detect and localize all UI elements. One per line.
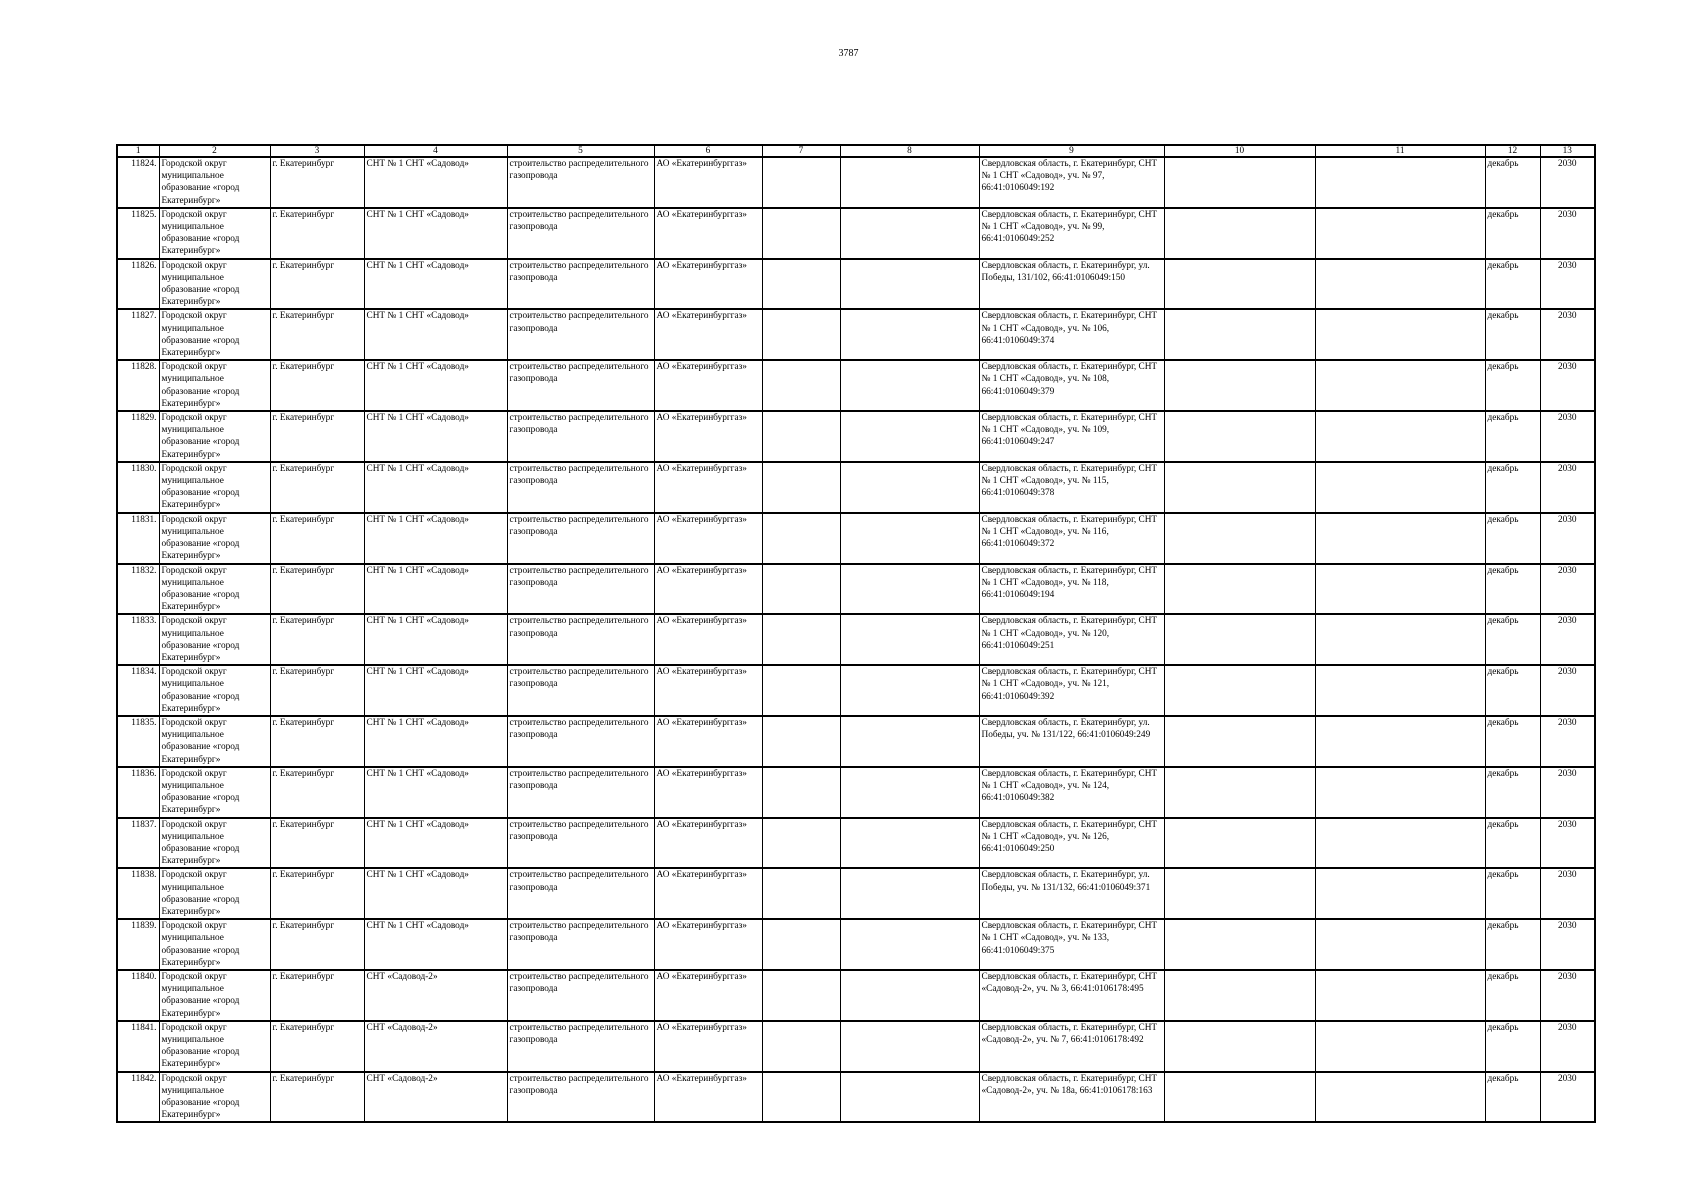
month-cell: декабрь: [1485, 1072, 1540, 1123]
column-7-cell: [762, 868, 840, 919]
column-8-cell: [840, 665, 979, 716]
table-row: [117, 309, 1595, 360]
row-number: 11833.: [117, 614, 159, 665]
year-cell: 2030: [1540, 360, 1595, 411]
object-cell: СНТ № 1 СНТ «Садовод»: [364, 462, 507, 513]
column-10-cell: [1164, 208, 1315, 259]
header-row: [117, 145, 1595, 157]
column-11-cell: [1315, 309, 1485, 360]
column-header-5: 5: [507, 145, 654, 157]
settlement-cell: г. Екатеринбург: [270, 360, 364, 411]
table-row: [117, 208, 1595, 259]
activity-cell: строительство распределительного газопровода: [507, 970, 654, 1021]
column-7-cell: [762, 767, 840, 818]
address-cell: Свердловская область, г. Екатеринбург, СНТ № 1 СНТ «Садовод», уч. № 106, 66:41:0106049:374: [979, 309, 1164, 360]
column-header-11: 11: [1315, 145, 1485, 157]
activity-cell: строительство распределительного газопровода: [507, 564, 654, 615]
municipality-cell: Городской округ муниципальное образование «город Екатеринбург»: [159, 970, 270, 1021]
column-8-cell: [840, 564, 979, 615]
settlement-cell: г. Екатеринбург: [270, 716, 364, 767]
column-header-3: 3: [270, 145, 364, 157]
column-11-cell: [1315, 970, 1485, 1021]
table-body: [117, 157, 1595, 1122]
object-cell: СНТ № 1 СНТ «Садовод»: [364, 767, 507, 818]
column-8-cell: [840, 360, 979, 411]
object-cell: СНТ № 1 СНТ «Садовод»: [364, 919, 507, 970]
table-row: [117, 919, 1595, 970]
column-7-cell: [762, 360, 840, 411]
column-header-12: 12: [1485, 145, 1540, 157]
year-cell: 2030: [1540, 767, 1595, 818]
column-10-cell: [1164, 818, 1315, 869]
object-cell: СНТ № 1 СНТ «Садовод»: [364, 513, 507, 564]
settlement-cell: г. Екатеринбург: [270, 868, 364, 919]
municipality-cell: Городской округ муниципальное образование «город Екатеринбург»: [159, 208, 270, 259]
year-cell: 2030: [1540, 970, 1595, 1021]
activity-cell: строительство распределительного газопровода: [507, 716, 654, 767]
column-8-cell: [840, 767, 979, 818]
organization-cell: АО «Екатеринбурггаз»: [654, 665, 762, 716]
table-row: [117, 462, 1595, 513]
object-cell: СНТ «Садовод-2»: [364, 1072, 507, 1123]
activity-cell: строительство распределительного газопровода: [507, 513, 654, 564]
organization-cell: АО «Екатеринбурггаз»: [654, 564, 762, 615]
column-header-2: 2: [159, 145, 270, 157]
row-number: 11825.: [117, 208, 159, 259]
address-cell: Свердловская область, г. Екатеринбург, СНТ № 1 СНТ «Садовод», уч. № 118, 66:41:0106049:194: [979, 564, 1164, 615]
column-10-cell: [1164, 462, 1315, 513]
year-cell: 2030: [1540, 919, 1595, 970]
activity-cell: строительство распределительного газопровода: [507, 157, 654, 208]
object-cell: СНТ № 1 СНТ «Садовод»: [364, 259, 507, 310]
column-8-cell: [840, 614, 979, 665]
object-cell: СНТ № 1 СНТ «Садовод»: [364, 208, 507, 259]
row-number: 11826.: [117, 259, 159, 310]
column-7-cell: [762, 208, 840, 259]
year-cell: 2030: [1540, 1021, 1595, 1072]
column-8-cell: [840, 1072, 979, 1123]
row-number: 11836.: [117, 767, 159, 818]
settlement-cell: г. Екатеринбург: [270, 208, 364, 259]
address-cell: Свердловская область, г. Екатеринбург, СНТ «Садовод-2», уч. № 3, 66:41:0106178:495: [979, 970, 1164, 1021]
column-7-cell: [762, 564, 840, 615]
organization-cell: АО «Екатеринбурггаз»: [654, 970, 762, 1021]
activity-cell: строительство распределительного газопровода: [507, 1072, 654, 1123]
organization-cell: АО «Екатеринбурггаз»: [654, 513, 762, 564]
organization-cell: АО «Екатеринбурггаз»: [654, 411, 762, 462]
column-7-cell: [762, 1021, 840, 1072]
column-7-cell: [762, 614, 840, 665]
row-number: 11827.: [117, 309, 159, 360]
column-8-cell: [840, 1021, 979, 1072]
object-cell: СНТ № 1 СНТ «Садовод»: [364, 157, 507, 208]
organization-cell: АО «Екатеринбурггаз»: [654, 818, 762, 869]
month-cell: декабрь: [1485, 716, 1540, 767]
column-11-cell: [1315, 1021, 1485, 1072]
column-header-4: 4: [364, 145, 507, 157]
municipality-cell: Городской округ муниципальное образование «город Екатеринбург»: [159, 360, 270, 411]
settlement-cell: г. Екатеринбург: [270, 259, 364, 310]
month-cell: декабрь: [1485, 309, 1540, 360]
column-11-cell: [1315, 462, 1485, 513]
year-cell: 2030: [1540, 614, 1595, 665]
address-cell: Свердловская область, г. Екатеринбург, ул. Победы, уч. № 131/122, 66:41:0106049:249: [979, 716, 1164, 767]
object-cell: СНТ № 1 СНТ «Садовод»: [364, 868, 507, 919]
row-number: 11838.: [117, 868, 159, 919]
address-cell: Свердловская область, г. Екатеринбург, ул. Победы, 131/102, 66:41:0106049:150: [979, 259, 1164, 310]
municipality-cell: Городской округ муниципальное образование «город Екатеринбург»: [159, 614, 270, 665]
table-row: [117, 1072, 1595, 1123]
table-row: [117, 411, 1595, 462]
year-cell: 2030: [1540, 868, 1595, 919]
month-cell: декабрь: [1485, 665, 1540, 716]
organization-cell: АО «Екатеринбурггаз»: [654, 614, 762, 665]
month-cell: декабрь: [1485, 919, 1540, 970]
month-cell: декабрь: [1485, 360, 1540, 411]
column-10-cell: [1164, 665, 1315, 716]
column-header-6: 6: [654, 145, 762, 157]
settlement-cell: г. Екатеринбург: [270, 614, 364, 665]
object-cell: СНТ № 1 СНТ «Садовод»: [364, 665, 507, 716]
municipality-cell: Городской округ муниципальное образование «город Екатеринбург»: [159, 259, 270, 310]
column-7-cell: [762, 309, 840, 360]
organization-cell: АО «Екатеринбурггаз»: [654, 919, 762, 970]
month-cell: декабрь: [1485, 259, 1540, 310]
table-row: [117, 157, 1595, 208]
row-number: 11841.: [117, 1021, 159, 1072]
column-11-cell: [1315, 360, 1485, 411]
column-8-cell: [840, 309, 979, 360]
municipality-cell: Городской округ муниципальное образование «город Екатеринбург»: [159, 564, 270, 615]
column-11-cell: [1315, 767, 1485, 818]
month-cell: декабрь: [1485, 818, 1540, 869]
column-11-cell: [1315, 818, 1485, 869]
municipality-cell: Городской округ муниципальное образование «город Екатеринбург»: [159, 1021, 270, 1072]
column-8-cell: [840, 462, 979, 513]
settlement-cell: г. Екатеринбург: [270, 919, 364, 970]
column-10-cell: [1164, 157, 1315, 208]
column-header-8: 8: [840, 145, 979, 157]
municipality-cell: Городской округ муниципальное образование «город Екатеринбург»: [159, 411, 270, 462]
row-number: 11832.: [117, 564, 159, 615]
column-11-cell: [1315, 716, 1485, 767]
organization-cell: АО «Екатеринбурггаз»: [654, 767, 762, 818]
year-cell: 2030: [1540, 564, 1595, 615]
organization-cell: АО «Екатеринбурггаз»: [654, 309, 762, 360]
column-10-cell: [1164, 614, 1315, 665]
organization-cell: АО «Екатеринбурггаз»: [654, 716, 762, 767]
row-number: 11834.: [117, 665, 159, 716]
column-11-cell: [1315, 614, 1485, 665]
month-cell: декабрь: [1485, 564, 1540, 615]
month-cell: декабрь: [1485, 868, 1540, 919]
column-10-cell: [1164, 513, 1315, 564]
municipality-cell: Городской округ муниципальное образование «город Екатеринбург»: [159, 868, 270, 919]
activity-cell: строительство распределительного газопровода: [507, 462, 654, 513]
table-row: [117, 259, 1595, 310]
column-11-cell: [1315, 157, 1485, 208]
year-cell: 2030: [1540, 1072, 1595, 1123]
column-10-cell: [1164, 411, 1315, 462]
column-header-7: 7: [762, 145, 840, 157]
address-cell: Свердловская область, г. Екатеринбург, ул. Победы, уч. № 131/132, 66:41:0106049:371: [979, 868, 1164, 919]
column-7-cell: [762, 157, 840, 208]
column-8-cell: [840, 411, 979, 462]
column-10-cell: [1164, 1072, 1315, 1123]
settlement-cell: г. Екатеринбург: [270, 970, 364, 1021]
object-cell: СНТ № 1 СНТ «Садовод»: [364, 564, 507, 615]
address-cell: Свердловская область, г. Екатеринбург, СНТ «Садовод-2», уч. № 18а, 66:41:0106178:163: [979, 1072, 1164, 1123]
month-cell: декабрь: [1485, 970, 1540, 1021]
column-header-1: 1: [117, 145, 159, 157]
activity-cell: строительство распределительного газопровода: [507, 309, 654, 360]
settlement-cell: г. Екатеринбург: [270, 157, 364, 208]
column-10-cell: [1164, 360, 1315, 411]
column-10-cell: [1164, 1021, 1315, 1072]
municipality-cell: Городской округ муниципальное образование «город Екатеринбург»: [159, 513, 270, 564]
page-number: 3787: [838, 48, 859, 59]
column-11-cell: [1315, 208, 1485, 259]
column-7-cell: [762, 462, 840, 513]
object-cell: СНТ № 1 СНТ «Садовод»: [364, 614, 507, 665]
year-cell: 2030: [1540, 309, 1595, 360]
column-8-cell: [840, 818, 979, 869]
address-cell: Свердловская область, г. Екатеринбург, СНТ «Садовод-2», уч. № 7, 66:41:0106178:492: [979, 1021, 1164, 1072]
row-number: 11842.: [117, 1072, 159, 1123]
year-cell: 2030: [1540, 513, 1595, 564]
column-11-cell: [1315, 665, 1485, 716]
address-cell: Свердловская область, г. Екатеринбург, СНТ № 1 СНТ «Садовод», уч. № 116, 66:41:0106049:372: [979, 513, 1164, 564]
activity-cell: строительство распределительного газопровода: [507, 919, 654, 970]
column-10-cell: [1164, 868, 1315, 919]
address-cell: Свердловская область, г. Екатеринбург, СНТ № 1 СНТ «Садовод», уч. № 120, 66:41:0106049:251: [979, 614, 1164, 665]
address-cell: Свердловская область, г. Екатеринбург, СНТ № 1 СНТ «Садовод», уч. № 97, 66:41:0106049:192: [979, 157, 1164, 208]
table-row: [117, 818, 1595, 869]
address-cell: Свердловская область, г. Екатеринбург, СНТ № 1 СНТ «Садовод», уч. № 133, 66:41:0106049:375: [979, 919, 1164, 970]
settlement-cell: г. Екатеринбург: [270, 462, 364, 513]
municipality-cell: Городской округ муниципальное образование «город Екатеринбург»: [159, 767, 270, 818]
column-header-9: 9: [979, 145, 1164, 157]
object-cell: СНТ № 1 СНТ «Садовод»: [364, 818, 507, 869]
column-8-cell: [840, 157, 979, 208]
column-7-cell: [762, 665, 840, 716]
address-cell: Свердловская область, г. Екатеринбург, СНТ № 1 СНТ «Садовод», уч. № 109, 66:41:0106049:247: [979, 411, 1164, 462]
registry-table: [116, 144, 1596, 1123]
month-cell: декабрь: [1485, 462, 1540, 513]
activity-cell: строительство распределительного газопровода: [507, 818, 654, 869]
row-number: 11828.: [117, 360, 159, 411]
row-number: 11824.: [117, 157, 159, 208]
column-10-cell: [1164, 767, 1315, 818]
organization-cell: АО «Екатеринбурггаз»: [654, 208, 762, 259]
column-8-cell: [840, 208, 979, 259]
settlement-cell: г. Екатеринбург: [270, 564, 364, 615]
year-cell: 2030: [1540, 157, 1595, 208]
year-cell: 2030: [1540, 259, 1595, 310]
month-cell: декабрь: [1485, 767, 1540, 818]
object-cell: СНТ № 1 СНТ «Садовод»: [364, 360, 507, 411]
municipality-cell: Городской округ муниципальное образование «город Екатеринбург»: [159, 818, 270, 869]
table-row: [117, 716, 1595, 767]
column-11-cell: [1315, 868, 1485, 919]
activity-cell: строительство распределительного газопровода: [507, 360, 654, 411]
column-7-cell: [762, 716, 840, 767]
table-row: [117, 614, 1595, 665]
settlement-cell: г. Екатеринбург: [270, 1021, 364, 1072]
month-cell: декабрь: [1485, 208, 1540, 259]
activity-cell: строительство распределительного газопровода: [507, 411, 654, 462]
column-7-cell: [762, 970, 840, 1021]
column-10-cell: [1164, 919, 1315, 970]
activity-cell: строительство распределительного газопровода: [507, 1021, 654, 1072]
table-row: [117, 868, 1595, 919]
address-cell: Свердловская область, г. Екатеринбург, СНТ № 1 СНТ «Садовод», уч. № 126, 66:41:0106049:250: [979, 818, 1164, 869]
column-7-cell: [762, 513, 840, 564]
column-7-cell: [762, 259, 840, 310]
column-8-cell: [840, 259, 979, 310]
object-cell: СНТ «Садовод-2»: [364, 1021, 507, 1072]
table-row: [117, 1021, 1595, 1072]
municipality-cell: Городской округ муниципальное образование «город Екатеринбург»: [159, 716, 270, 767]
column-8-cell: [840, 716, 979, 767]
column-10-cell: [1164, 564, 1315, 615]
year-cell: 2030: [1540, 818, 1595, 869]
municipality-cell: Городской округ муниципальное образование «город Екатеринбург»: [159, 462, 270, 513]
column-10-cell: [1164, 309, 1315, 360]
address-cell: Свердловская область, г. Екатеринбург, СНТ № 1 СНТ «Садовод», уч. № 124, 66:41:0106049:382: [979, 767, 1164, 818]
column-7-cell: [762, 1072, 840, 1123]
address-cell: Свердловская область, г. Екатеринбург, СНТ № 1 СНТ «Садовод», уч. № 99, 66:41:0106049:252: [979, 208, 1164, 259]
column-header-10: 10: [1164, 145, 1315, 157]
activity-cell: строительство распределительного газопровода: [507, 259, 654, 310]
activity-cell: строительство распределительного газопровода: [507, 208, 654, 259]
organization-cell: АО «Екатеринбурггаз»: [654, 157, 762, 208]
column-11-cell: [1315, 564, 1485, 615]
municipality-cell: Городской округ муниципальное образование «город Екатеринбург»: [159, 309, 270, 360]
address-cell: Свердловская область, г. Екатеринбург, СНТ № 1 СНТ «Садовод», уч. № 108, 66:41:0106049:379: [979, 360, 1164, 411]
column-11-cell: [1315, 919, 1485, 970]
organization-cell: АО «Екатеринбурггаз»: [654, 868, 762, 919]
column-11-cell: [1315, 1072, 1485, 1123]
column-7-cell: [762, 919, 840, 970]
year-cell: 2030: [1540, 665, 1595, 716]
activity-cell: строительство распределительного газопровода: [507, 767, 654, 818]
settlement-cell: г. Екатеринбург: [270, 309, 364, 360]
organization-cell: АО «Екатеринбурггаз»: [654, 360, 762, 411]
settlement-cell: г. Екатеринбург: [270, 1072, 364, 1123]
row-number: 11830.: [117, 462, 159, 513]
address-cell: Свердловская область, г. Екатеринбург, СНТ № 1 СНТ «Садовод», уч. № 121, 66:41:0106049:392: [979, 665, 1164, 716]
object-cell: СНТ № 1 СНТ «Садовод»: [364, 411, 507, 462]
column-8-cell: [840, 919, 979, 970]
column-11-cell: [1315, 411, 1485, 462]
table-row: [117, 360, 1595, 411]
table-row: [117, 970, 1595, 1021]
column-11-cell: [1315, 513, 1485, 564]
activity-cell: строительство распределительного газопровода: [507, 614, 654, 665]
organization-cell: АО «Екатеринбурггаз»: [654, 259, 762, 310]
column-10-cell: [1164, 259, 1315, 310]
row-number: 11831.: [117, 513, 159, 564]
row-number: 11839.: [117, 919, 159, 970]
column-10-cell: [1164, 716, 1315, 767]
year-cell: 2030: [1540, 208, 1595, 259]
settlement-cell: г. Екатеринбург: [270, 411, 364, 462]
column-7-cell: [762, 411, 840, 462]
column-header-13: 13: [1540, 145, 1595, 157]
organization-cell: АО «Екатеринбурггаз»: [654, 1072, 762, 1123]
object-cell: СНТ № 1 СНТ «Садовод»: [364, 309, 507, 360]
column-8-cell: [840, 513, 979, 564]
settlement-cell: г. Екатеринбург: [270, 767, 364, 818]
table-row: [117, 564, 1595, 615]
municipality-cell: Городской округ муниципальное образование «город Екатеринбург»: [159, 1072, 270, 1123]
table-row: [117, 767, 1595, 818]
settlement-cell: г. Екатеринбург: [270, 665, 364, 716]
row-number: 11835.: [117, 716, 159, 767]
year-cell: 2030: [1540, 462, 1595, 513]
object-cell: СНТ № 1 СНТ «Садовод»: [364, 716, 507, 767]
row-number: 11840.: [117, 970, 159, 1021]
settlement-cell: г. Екатеринбург: [270, 513, 364, 564]
row-number: 11829.: [117, 411, 159, 462]
object-cell: СНТ «Садовод-2»: [364, 970, 507, 1021]
column-11-cell: [1315, 259, 1485, 310]
column-8-cell: [840, 970, 979, 1021]
year-cell: 2030: [1540, 716, 1595, 767]
address-cell: Свердловская область, г. Екатеринбург, СНТ № 1 СНТ «Садовод», уч. № 115, 66:41:0106049:378: [979, 462, 1164, 513]
municipality-cell: Городской округ муниципальное образование «город Екатеринбург»: [159, 665, 270, 716]
month-cell: декабрь: [1485, 614, 1540, 665]
activity-cell: строительство распределительного газопровода: [507, 868, 654, 919]
activity-cell: строительство распределительного газопровода: [507, 665, 654, 716]
month-cell: декабрь: [1485, 411, 1540, 462]
column-10-cell: [1164, 970, 1315, 1021]
row-number: 11837.: [117, 818, 159, 869]
column-8-cell: [840, 868, 979, 919]
year-cell: 2030: [1540, 411, 1595, 462]
month-cell: декабрь: [1485, 513, 1540, 564]
table-row: [117, 513, 1595, 564]
month-cell: декабрь: [1485, 1021, 1540, 1072]
settlement-cell: г. Екатеринбург: [270, 818, 364, 869]
municipality-cell: Городской округ муниципальное образование «город Екатеринбург»: [159, 919, 270, 970]
organization-cell: АО «Екатеринбурггаз»: [654, 1021, 762, 1072]
table-row: [117, 665, 1595, 716]
municipality-cell: Городской округ муниципальное образование «город Екатеринбург»: [159, 157, 270, 208]
organization-cell: АО «Екатеринбурггаз»: [654, 462, 762, 513]
month-cell: декабрь: [1485, 157, 1540, 208]
column-7-cell: [762, 818, 840, 869]
